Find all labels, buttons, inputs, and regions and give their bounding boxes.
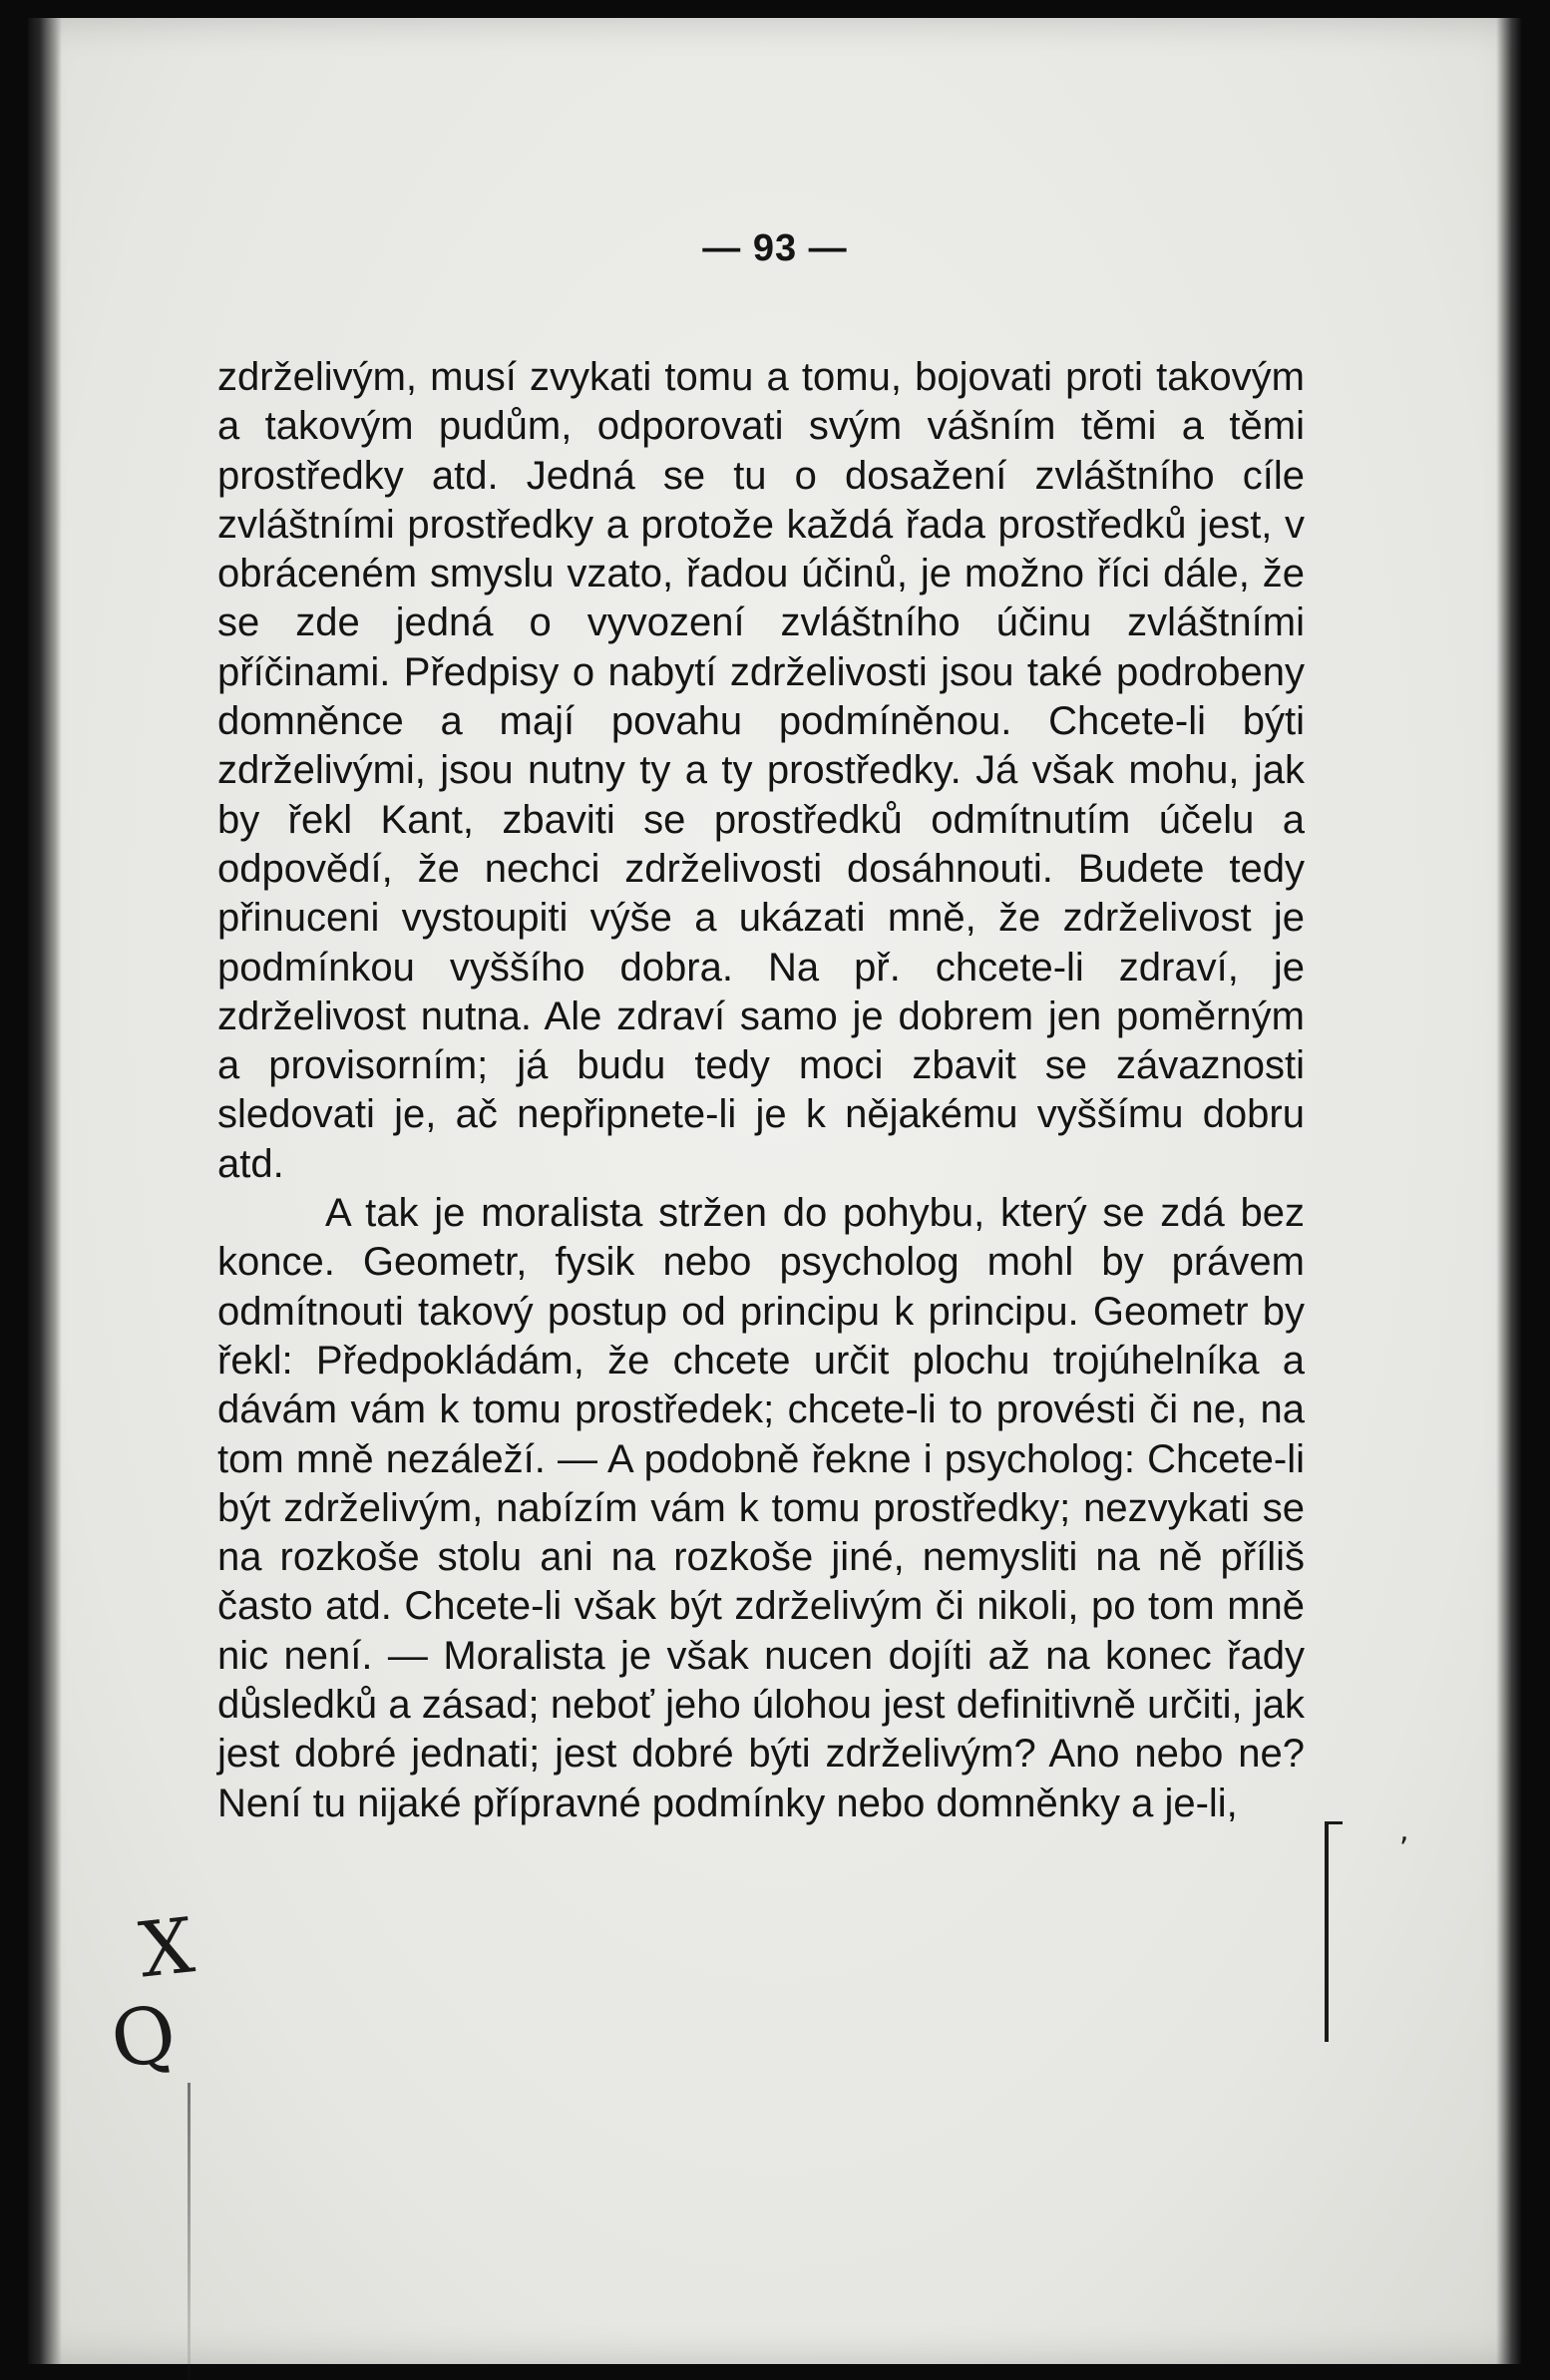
book-page bbox=[28, 18, 1522, 2364]
handwritten-x-mark: X bbox=[135, 1900, 198, 1995]
paragraph-2: A tak je moralista stržen do pohybu, který se zdá bez konce. Geometr, fysik nebo psycholog mohl by právem odmítnouti takový postup od principu k principu. Geometr by řekl: Předpokládám, že chcete určit plochu trojúhelníka a dávám vám k tomu prostředek; chcete-li to provésti či ne, na tom mně nezáleží. — A podobně řekne i psycholog: Chcete-li být zdrželivým, nabízím vám k tomu prostředky; nezvykati se na rozkoše stolu ani na rozkoše jiné, nemysliti na ně příliš často atd. Chcete-li však být zdrželivým či nikoli, po tom mně nic není. — Moralista je však nucen dojíti až na konec řady důsledků a zásad; neboť jeho úlohou jest definitivně určiti, jak jest dobré jednati; jest dobré býti zdrželivým? Ano nebo ne? Není tu nijaké přípravné podmínky nebo domněnky a je-li, bbox=[217, 1191, 1305, 1825]
handwritten-q-mark: Q bbox=[104, 1988, 184, 2088]
pencil-margin-line bbox=[188, 2083, 191, 2380]
margin-tick-mark: , bbox=[1399, 1813, 1409, 1848]
margin-bracket-mark bbox=[1325, 1821, 1343, 2042]
page-right-edge-shadow bbox=[1496, 18, 1522, 2364]
paragraph-1: zdrželivým, musí zvykati tomu a tomu, bojovati proti takovým a takovým pudům, odporovati svým vášním těmi a těmi prostředky atd. Jedná se tu o dosažení zvláštního cíle zvláštními prostředky a protože každá řada prostředků jest, v obráceném smyslu vzato, řadou účinů, je možno říci dále, že se zde jedná o vyvození zvláštního účinu zvláštními příčinami. Předpisy o nabytí zdrželivosti jsou také podrobeny domněnce a mají povahu podmíněnou. Chcete-li býti zdrželivými, jsou nutny ty a ty prostředky. Já však mohu, jak by řekl Kant, zbaviti se prostředků odmítnutím účelu a odpovědí, že nechci zdrželivosti dosáhnouti. Budete tedy přinuceni vystoupiti výše a ukázati mně, že zdrželivost je podmínkou vyššího dobra. Na př. chcete-li zdraví, je zdrželivost nutna. Ale zdraví samo je dobrem jen poměrným a provisorním; já budu tedy moci zbavit se závaznosti sledovati je, ač nepřipnete-li je k nějakému vyššímu dobru atd. bbox=[217, 355, 1305, 1186]
page-left-edge-shadow bbox=[28, 18, 62, 2364]
page-number: — 93 — bbox=[702, 227, 848, 269]
body-text bbox=[217, 353, 1305, 1828]
